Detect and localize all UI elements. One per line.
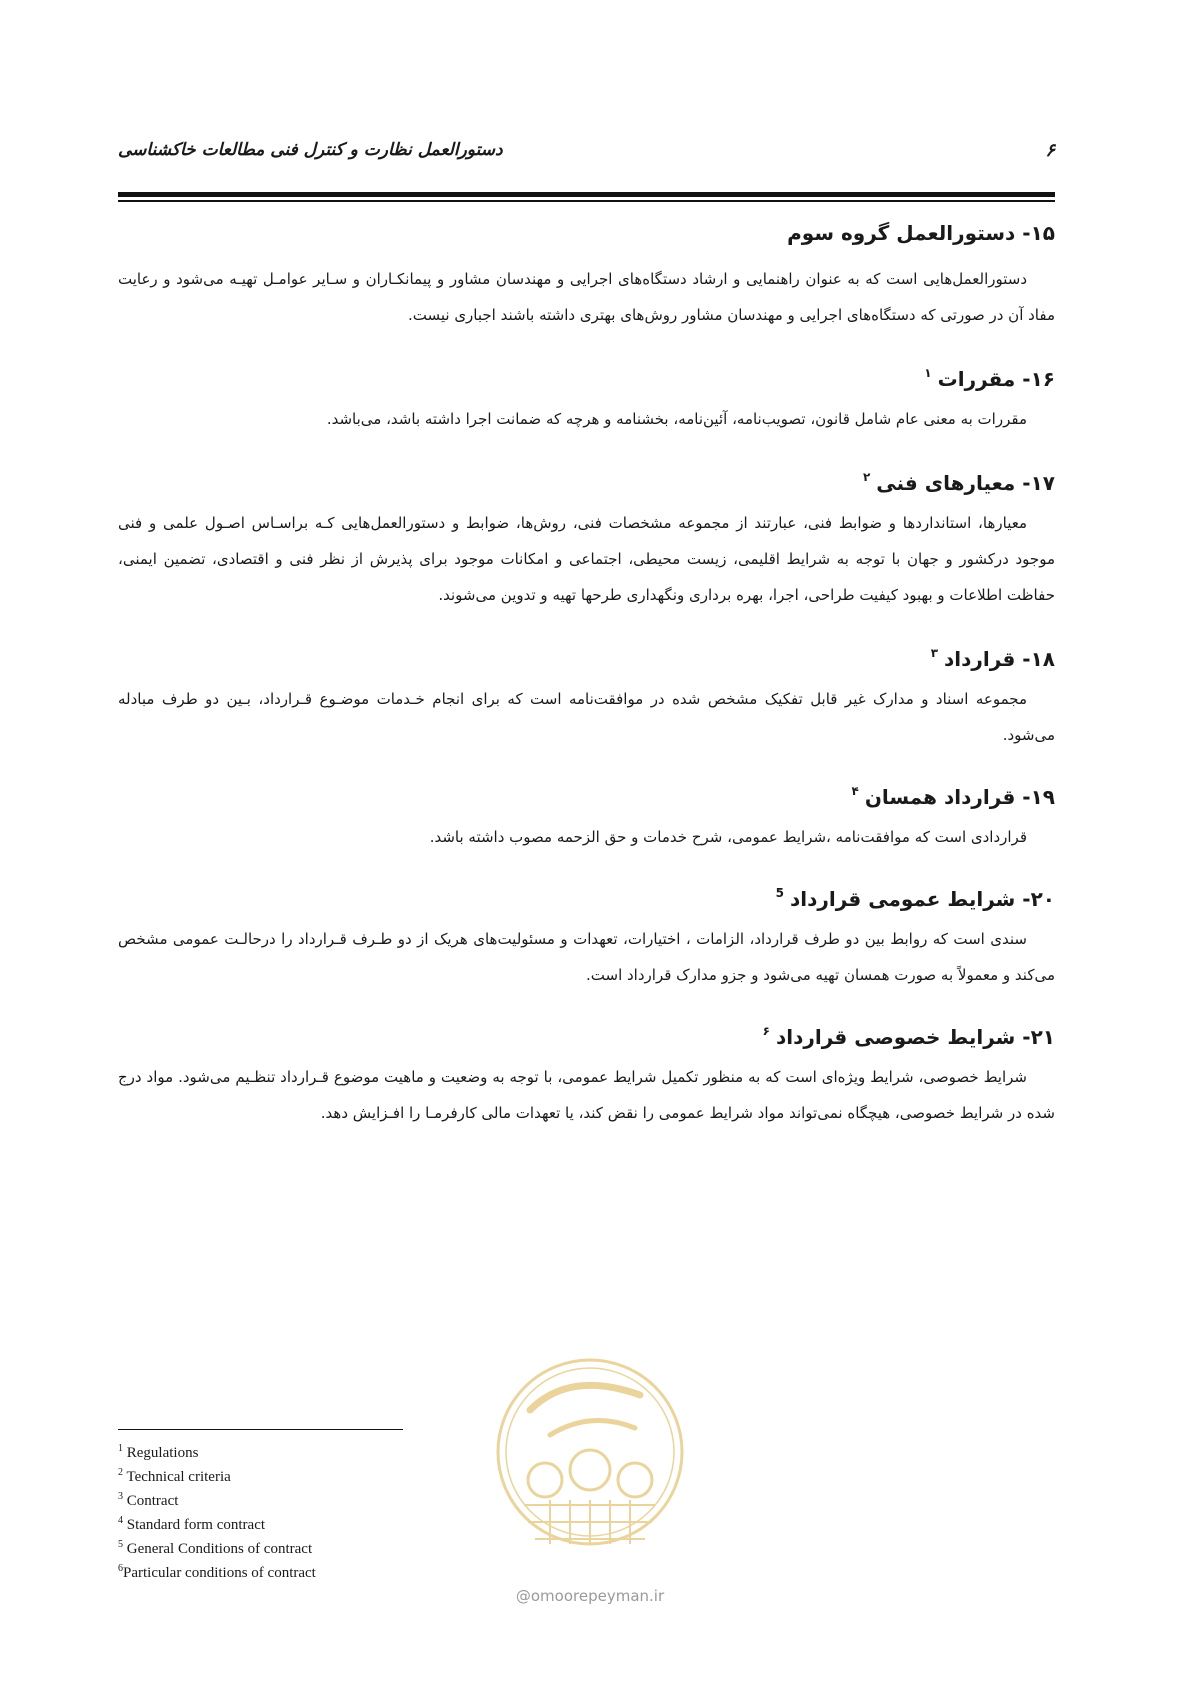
section-paragraph: مجموعه اسناد و مدارک غیر قابل تفکیک مشخص شده در موافقت‌نامه است که برای انجام خـدمات موضـوع قـرارداد، بـین دو طرف مبادله می‌شود. — [118, 690, 1055, 744]
footnote-ref[interactable]: ۳ — [930, 646, 939, 660]
header-rule-thin — [118, 200, 1055, 202]
footnote-item: $^5$ General Conditions of contract — [118, 1539, 313, 1557]
footnote-item: $^2$ Technical criteria — [118, 1467, 231, 1485]
section-18 — [118, 635, 1055, 753]
document-body — [118, 215, 1055, 1131]
section-16 — [118, 355, 1055, 437]
header-title: دستورالعمل نظارت و کنترل فنی مطالعات خاکشناسی — [118, 140, 503, 160]
footnote-ref[interactable]: ۱ — [924, 366, 932, 380]
footnote-ref[interactable]: 5 — [775, 886, 784, 900]
section-paragraph: قراردادی است که موافقت‌نامه ،شرایط عمومی، شرح خدمات و حق الزحمه مصوب داشته باشد. — [429, 828, 1027, 846]
section-heading: ۱۵- دستورالعمل گروه سوم — [787, 221, 1055, 245]
header-rule-thick — [118, 192, 1055, 197]
section-heading: ۲۰- شرایط عمومی قرارداد$^5$ — [775, 886, 1055, 911]
section-paragraph: مقررات به معنی عام شامل قانون، تصویب‌نامه، آئین‌نامه، بخشنامه و هرچه که ضمانت اجرا داشته باشد، می‌باشد. — [326, 410, 1027, 428]
section-17 — [118, 459, 1055, 613]
section-paragraph: سندی است که روابط بین دو طرف قرارداد، الزامات ، اختیارات، تعهدات و مسئولیت‌های هریک از دو طـرف قـرارداد را درحالـت عمومی مشخص می‌کند و معمولاً به صورت همسان تهیه می‌شود و جزو مدارک قرارداد است. — [118, 930, 1055, 984]
section-heading: ۲۱- شرایط خصوصی قرارداد$^۶$ — [762, 1024, 1055, 1049]
section-heading: ۱۸- قرارداد$^۳$ — [930, 646, 1055, 671]
footnote-item: $^4$ Standard form contract — [118, 1515, 266, 1533]
footnote-ref[interactable]: ۶ — [762, 1024, 770, 1038]
section-paragraph: معیارها، استانداردها و ضوابط فنی، عبارتند از مجموعه مشخصات فنی، روش‌ها، ضوابط و دستورالعمل‌هایی کـه براسـاس اصـول علمی و فنی موجود درکشور و جهان با توجه به شرایط اقلیمی، زیست محیطی، اجتماعی و امکانات موجود برای پذیرش از نظر فنی و اقتصادی، تضمین ایمنی، حفاظت اطلاعات و بهبود کیفیت طراحی، اجرا، بهره برداری ونگهداری طرحها تهیه و تدوین می‌شوند. — [118, 514, 1055, 604]
section-paragraph: شرایط خصوصی، شرایط ویژه‌ای است که به منظور تکمیل شرایط عمومی، با توجه به وضعیت و ماهیت موضوع قـرارداد تنظـیم می‌شود. مواد درج شده در شرایط خصوصی، هیچگاه نمی‌تواند مواد شرایط عمومی را نقض کند، یا تعهدات مالی کارفرمـا را افـزایش دهد. — [118, 1068, 1055, 1122]
footnote-separator — [118, 1429, 403, 1430]
section-15 — [118, 215, 1055, 333]
footnote-item: $^1$ Regulations — [118, 1443, 199, 1461]
watermark-logo-icon — [490, 1340, 690, 1580]
footnote-ref[interactable]: ۲ — [862, 470, 871, 484]
section-heading: ۱۶- مقررات$^۱$ — [924, 366, 1055, 391]
watermark-site: @omoorepeyman.ir — [515, 1587, 665, 1605]
page-number: ۶ — [1045, 140, 1055, 161]
footnote-ref[interactable]: ۴ — [851, 784, 859, 798]
section-heading: ۱۷- معیارهای فنی$^۲$ — [862, 470, 1055, 495]
page-header — [118, 140, 1055, 168]
section-heading: ۱۹- قرارداد همسان$^۴$ — [851, 784, 1055, 809]
footnotes — [118, 1439, 478, 1583]
footnote-item: $^3$ Contract — [118, 1491, 179, 1509]
section-19 — [118, 773, 1055, 855]
section-21 — [118, 1013, 1055, 1131]
footnote-item: $^6$Particular conditions of contract — [118, 1563, 316, 1581]
section-20 — [118, 875, 1055, 993]
section-paragraph: دستورالعمل‌هایی است که به عنوان راهنمایی و ارشاد دستگاه‌های اجرایی و مهندسان مشاور و پیمانکـاران و سـایر عوامـل تهیـه می‌شود و رعایت مفاد آن در صورتی که دستگاه‌های اجرایی و مهندسان مشاور روش‌های بهتری داشته باشند اجباری نیست. — [118, 270, 1055, 324]
